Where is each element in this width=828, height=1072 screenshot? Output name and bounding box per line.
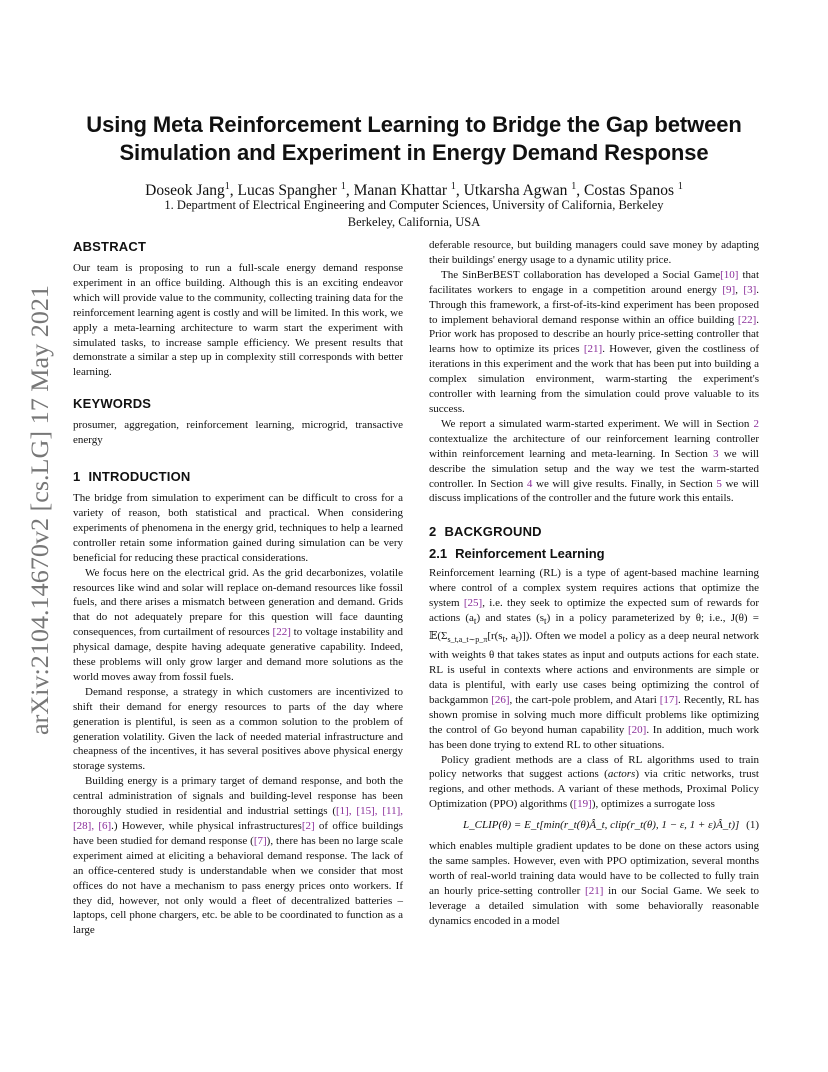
citation-link[interactable]: [17] bbox=[659, 693, 679, 706]
section-number: 1 bbox=[73, 469, 81, 485]
text-run: ) in a policy parameterized by θ; i.e., J(θ) = 𝔼(Σ bbox=[429, 612, 759, 643]
author-affiliation-mark: 1 bbox=[224, 181, 230, 192]
text-run: . Through this framework, a first-of-its-kind experiment has been proposed to implement behavioral demand response within an office building bbox=[429, 283, 759, 326]
text-run: . Prior work has proposed to describe an hourly price-setting controller that learns how to optimize its prices bbox=[429, 313, 759, 356]
text-run: we will discuss implications of the controller and the future work this entails. bbox=[429, 477, 759, 505]
text-run: we will describe the simulation setup and the way we test the warm-started controller. In Section bbox=[429, 447, 759, 490]
emphasis: actors bbox=[607, 768, 636, 781]
section-link[interactable]: 4 bbox=[526, 477, 533, 490]
author-name: Lucas Spangher bbox=[237, 182, 341, 200]
author-separator: , bbox=[455, 182, 464, 200]
author-separator: , bbox=[229, 182, 238, 200]
text-run: Building energy is a primary target of demand response, and both the central administration of signals and building-level response has been thoroughly studied in residential and industrial settings ( bbox=[73, 775, 403, 818]
author-name: Manan Khattar bbox=[353, 182, 451, 200]
section-title: BACKGROUND bbox=[444, 524, 542, 540]
text-run: . However, given the costliness of iterations in this experiment and the work that has been put into building a complex simulation environment, warm-starting the experiment's controller with learning from the simulation could prove valuable to its success. bbox=[429, 343, 759, 415]
paper-title bbox=[60, 111, 768, 167]
text-run: , i.e. they seek to optimize the expected sum of rewards for actions (a bbox=[429, 597, 759, 625]
citation-link[interactable]: [9] bbox=[722, 283, 736, 296]
text-run: The SinBerBEST collaboration has developed a Social Game bbox=[441, 268, 721, 281]
right-column bbox=[429, 238, 759, 929]
subscript: s_t,a_t∼p_π bbox=[447, 635, 488, 645]
background-heading bbox=[429, 523, 759, 541]
text-run: contextualize the architecture of our reinforcement learning controller within reinforcement learning and meta-learning. In Section bbox=[429, 432, 759, 460]
equation-1 bbox=[429, 812, 759, 839]
text-run: which enables multiple gradient updates to be done on these actors using the same samples. However, even with PPO optimization, several months worth of real-world training data would have to be collected to fully train an hourly price-setting controller bbox=[429, 840, 759, 897]
text-run: that facilitates workers to engage in a competition around energy bbox=[429, 268, 759, 296]
author-affiliation-mark: 1 bbox=[450, 181, 456, 192]
author-affiliation-mark: 1 bbox=[340, 181, 346, 192]
citation-link[interactable]: [19] bbox=[573, 798, 592, 811]
citation-link[interactable]: [20] bbox=[628, 723, 647, 736]
keywords-text: prosumer, aggregation, reinforcement learning, microgrid, transactive energy bbox=[73, 419, 403, 447]
text-run: We focus here on the electrical grid. As the grid decarbonizes, volatile resources like wind and solar will replace on-demand resources like fossil fuels, and there arises a mismatch between generation and demand. Grids that do not adequately prepare for this question will face daunting consequences, from curtailment of resources bbox=[73, 566, 403, 639]
intro-paragraph-1: The bridge from simulation to experiment can be difficult to cross for a variety of reason, both statistical and practical. When considering experiments of phenomena in the energy grid, techniques to help a learned controller retain some information gained during simulation can be very beneficial for reducing these practical considerations. bbox=[73, 492, 403, 564]
author-affiliation-mark: 1 bbox=[571, 181, 577, 192]
text-run: [r(s bbox=[487, 630, 503, 643]
citation-link[interactable]: [21] bbox=[583, 343, 603, 356]
section-link[interactable]: 5 bbox=[716, 477, 722, 490]
introduction-heading bbox=[73, 468, 403, 486]
author-affiliation-mark: 1 bbox=[677, 181, 683, 192]
affiliation bbox=[60, 197, 768, 231]
author-separator: , bbox=[345, 182, 354, 200]
text-run: , bbox=[735, 283, 744, 296]
text-run: ), optimizes a surrogate loss bbox=[591, 798, 715, 811]
citation-link[interactable]: [22] bbox=[737, 313, 757, 326]
keywords-heading: KEYWORDS bbox=[73, 396, 152, 412]
text-run: we will give results. Finally, in Section bbox=[532, 477, 717, 490]
rl-subheading bbox=[429, 545, 759, 563]
section-title: INTRODUCTION bbox=[88, 469, 191, 485]
citation-link[interactable]: [1], [15], [11], [28], [6] bbox=[73, 805, 403, 832]
text-run: of office buildings have been studied for demand response ( bbox=[73, 820, 403, 847]
section-number: 2 bbox=[429, 524, 437, 540]
text-run: in our Social Game. We seek to leverage a detailed simulation with some behaviorally reasonable dynamics encoded in a model bbox=[429, 884, 759, 927]
rl-paragraph-1 bbox=[429, 566, 759, 752]
subsection-title: Reinforcement Learning bbox=[455, 546, 605, 562]
intro-paragraph-3: Demand response, a strategy in which customers are incentivized to shift their demand for energy resources to parts of the day where generation is plentiful, is seen as a common solution to the problem of generation volatility. Given the lack of needed material infrastructure and cheapness of the incentives, it has several positives above physical energy storage systems. bbox=[73, 685, 403, 773]
intro-paragraph-6 bbox=[429, 417, 759, 506]
title-line-1: Using Meta Reinforcement Learning to Bridge the Gap between bbox=[86, 112, 742, 137]
text-run: , the cart-pole problem, and Atari bbox=[509, 693, 660, 706]
intro-paragraph-5 bbox=[429, 268, 759, 417]
arxiv-stamp-svg bbox=[18, 280, 58, 740]
left-column bbox=[73, 238, 403, 938]
text-run: , a bbox=[505, 630, 516, 643]
citation-link[interactable]: [26] bbox=[491, 693, 510, 706]
arxiv-stamp bbox=[18, 280, 58, 740]
subsection-number: 2.1 bbox=[429, 546, 448, 562]
citation-link[interactable]: [10] bbox=[720, 268, 739, 281]
text-run: ) and states (s bbox=[476, 612, 545, 625]
text-run: Reinforcement learning (RL) is a type of agent-based machine learning where control of a complex system requires actions that optimize the system bbox=[429, 567, 759, 610]
citation-link[interactable]: [22] bbox=[272, 626, 291, 639]
author-name: Doseok Jang bbox=[145, 182, 225, 200]
affiliation-line-2: Berkeley, California, USA bbox=[347, 215, 481, 229]
section-link[interactable]: 3 bbox=[713, 447, 719, 460]
section-link[interactable]: 2 bbox=[753, 417, 759, 430]
subscript: t bbox=[544, 616, 547, 627]
text-run: ) via critic networks, trust regions, and other methods. A variant of these methods, Proximal Policy Optimization (PPO) algorithms ( bbox=[429, 768, 759, 811]
citation-link[interactable]: [2] bbox=[301, 820, 315, 832]
author-name: Utkarsha Agwan bbox=[463, 182, 572, 200]
text-run: We report a simulated warm-started experiment. We will in Section bbox=[441, 417, 754, 430]
intro-continuation: deferable resource, but building managers could save money by adapting their buildings' energy usage to a dynamic utility price. bbox=[429, 239, 759, 266]
equation-body: L_CLIP(θ) = E_t[min(r_t(θ)Â_t, clip(r_t(θ), 1 − ε, 1 + ε)Â_t)] bbox=[463, 819, 740, 832]
text-run: to voltage instability and physical damage, despite having adequate generative capability. Indeed, these problems will only grow larger and demand more solutions as the world moves away from fossil fuels. bbox=[73, 626, 403, 683]
text-run: Policy gradient methods are a class of RL algorithms used to train policy networks that suggest actions ( bbox=[429, 753, 759, 781]
text-run: )]). Often we model a policy as a deep neural network with weights θ that takes states as input and outputs actions for each state. RL is useful in contexts where actions and environments are simple or data is plentiful, with early use cases being optimizing the control of backgammon bbox=[429, 630, 759, 706]
author-separator: , bbox=[576, 182, 584, 200]
title-line-2: Simulation and Experiment in Energy Demand Response bbox=[119, 140, 709, 165]
citation-link[interactable]: [7] bbox=[253, 834, 267, 847]
affiliation-line-1: 1. Department of Electrical Engineering and Computer Sciences, University of California, Berkeley bbox=[164, 198, 664, 212]
text-run: .) However, while physical infrastructures bbox=[111, 820, 302, 832]
citation-link[interactable]: [25] bbox=[463, 597, 483, 610]
abstract-text: Our team is proposing to run a full-scale energy demand response experiment in an office building. Although this is an exciting endeavor which will provide value to the community, collecting training data for the reinforcement learning agent is costly and will be limited. In this work, we apply a meta-learning architecture to warm start the experiment with simulated tasks, to increase sample efficiency. We present results that demonstrate a similar a step up in complexity still corresponds with better learning. bbox=[73, 262, 403, 379]
rl-paragraph-2 bbox=[429, 753, 759, 813]
citation-link[interactable]: [21] bbox=[585, 884, 604, 897]
text-run: . Recently, RL has shown promise in solving much more difficult problems like optimizing the control of Go beyond human capability bbox=[429, 693, 760, 736]
text-run: . In addition, much work has been done trying to extend RL to other situations. bbox=[429, 723, 759, 751]
intro-paragraph-2 bbox=[73, 566, 403, 685]
text-run: ), there has been no large scale experiment aimed at eliciting a behavioral demand response. The lack of an office-centered study is understandable when we consider that most offices do not have a mechanism to pass energy prices onto workers. If they did, however, not only would a fleet of decentralized batteries – laptops, cell phone chargers, etc. be able to be coordinated to function as a large bbox=[73, 834, 404, 937]
arxiv-id-text: arXiv:2104.14670v2 [cs.LG] 17 May 2021 bbox=[27, 304, 54, 735]
subscript: t bbox=[515, 634, 519, 645]
subscript: t bbox=[502, 634, 506, 645]
abstract-heading: ABSTRACT bbox=[73, 239, 147, 254]
citation-link[interactable]: [3] bbox=[743, 283, 757, 296]
equation-number: (1) bbox=[746, 819, 759, 832]
subscript: t bbox=[473, 616, 477, 627]
author-name: Costas Spanos bbox=[584, 182, 678, 200]
intro-paragraph-4 bbox=[73, 774, 403, 938]
rl-paragraph-3 bbox=[429, 839, 759, 928]
